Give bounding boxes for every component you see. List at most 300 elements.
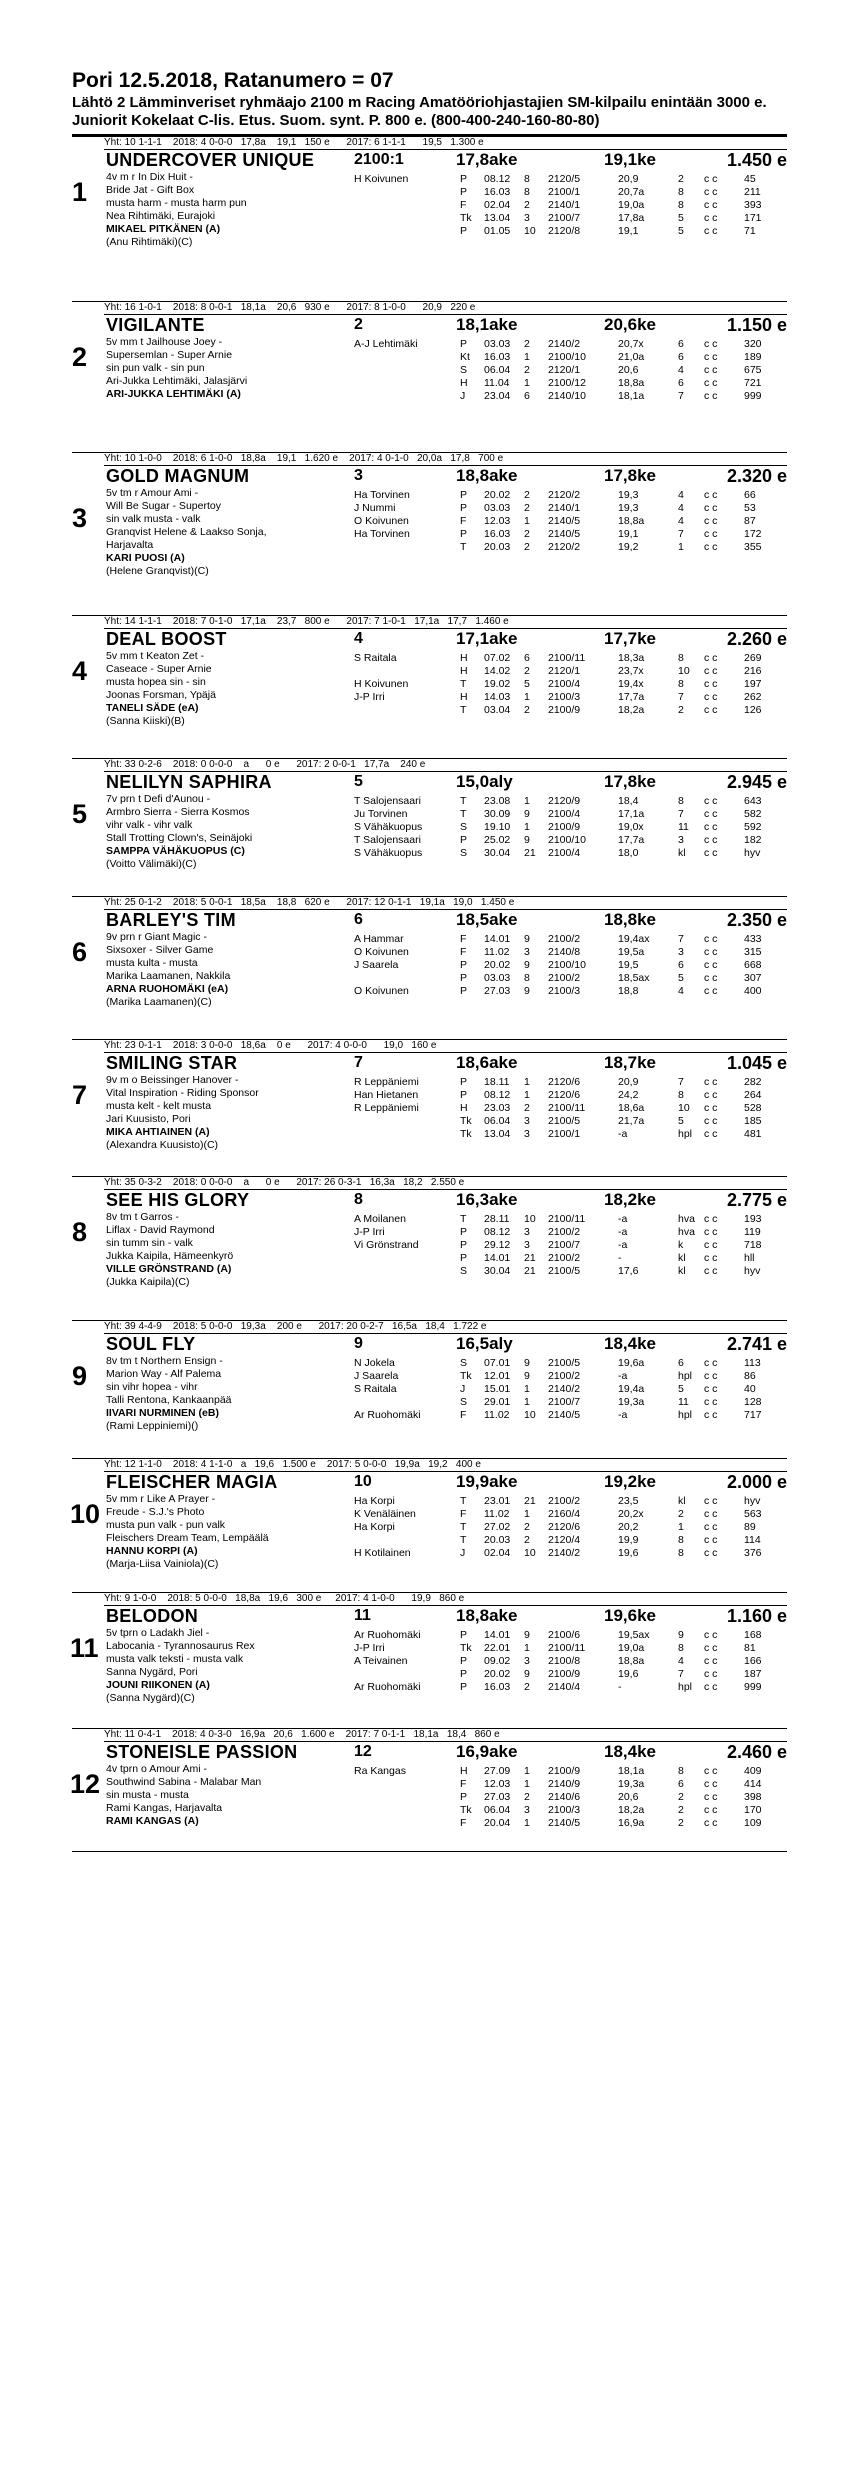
best-record-volt: 19,6ke bbox=[604, 1606, 656, 1625]
start-cell-pl: 5 bbox=[678, 212, 684, 224]
start-cell-tr: T bbox=[460, 1495, 467, 1507]
start-cell-od: c c bbox=[704, 1115, 718, 1127]
start-cell-ra: 1 bbox=[524, 1642, 530, 1654]
best-record-volt: 18,4ke bbox=[604, 1334, 656, 1353]
start-cell-dt: 20.04 bbox=[484, 1817, 511, 1829]
track-number: 7 bbox=[354, 1054, 363, 1071]
start-cell-di: 2100/2 bbox=[548, 933, 581, 945]
start-cell-sc: 197 bbox=[744, 678, 762, 690]
info-line: 5v tm r Amour Ami - bbox=[106, 487, 199, 499]
start-cell-di: 2120/2 bbox=[548, 489, 581, 501]
horse-name: FLEISCHER MAGIA bbox=[106, 1472, 278, 1492]
start-cell-od: c c bbox=[704, 946, 718, 958]
start-cell-di: 2100/5 bbox=[548, 1265, 581, 1277]
start-cell-ra: 2 bbox=[524, 364, 530, 376]
start-cell-dr: K Venäläinen bbox=[354, 1508, 416, 1520]
start-cell-tr: P bbox=[460, 528, 468, 540]
start-cell-ra: 9 bbox=[524, 959, 530, 971]
start-cell-dt: 07.02 bbox=[484, 652, 511, 664]
start-cell-dt: 03.03 bbox=[484, 338, 511, 350]
start-cell-ra: 1 bbox=[524, 1396, 530, 1408]
start-number: 5 bbox=[72, 799, 88, 829]
start-cell-ra: 1 bbox=[524, 1383, 530, 1395]
start-cell-sc: 592 bbox=[744, 821, 762, 833]
start-cell-pl: kl bbox=[678, 1252, 686, 1264]
start-cell-dr: J-P Irri bbox=[354, 1642, 385, 1654]
info-line: Bride Jat - Gift Box bbox=[106, 184, 195, 196]
start-cell-pl: 5 bbox=[678, 225, 684, 237]
start-cell-di: 2100/5 bbox=[548, 1115, 581, 1127]
start-cell-di: 2120/4 bbox=[548, 1534, 581, 1546]
horse-info bbox=[106, 793, 252, 871]
start-cell-tr: Kt bbox=[460, 351, 470, 363]
start-cell-dt: 06.04 bbox=[484, 1804, 511, 1816]
info-line: SAMPPA VÄHÄKUOPUS (C) bbox=[106, 845, 245, 857]
start-cell-sc: 264 bbox=[744, 1089, 762, 1101]
start-cell-tr: T bbox=[460, 808, 467, 820]
start-cell-ti: -a bbox=[618, 1409, 628, 1421]
start-cell-dt: 06.04 bbox=[484, 1115, 511, 1127]
start-cell-od: c c bbox=[704, 1383, 718, 1395]
start-cell-od: c c bbox=[704, 834, 718, 846]
start-cell-dt: 12.03 bbox=[484, 1778, 511, 1790]
start-cell-ti: 18,5ax bbox=[618, 972, 650, 984]
start-cell-pl: 5 bbox=[678, 1383, 684, 1395]
start-cell-tr: F bbox=[460, 199, 467, 211]
start-cell-ra: 1 bbox=[524, 1765, 530, 1777]
total-earnings: 1.160 e bbox=[726, 1606, 787, 1626]
start-cell-od: c c bbox=[704, 1076, 718, 1088]
info-line: sin vihr hopea - vihr bbox=[106, 1381, 198, 1393]
start-cell-di: 2100/4 bbox=[548, 847, 581, 859]
info-line: Talli Rentona, Kankaanpää bbox=[106, 1394, 232, 1406]
start-cell-dt: 01.05 bbox=[484, 225, 511, 237]
start-cell-dr: Ar Ruohomäki bbox=[354, 1629, 421, 1641]
start-cell-od: c c bbox=[704, 808, 718, 820]
start-cell-dt: 15.01 bbox=[484, 1383, 511, 1395]
start-cell-dt: 14.01 bbox=[484, 1252, 511, 1264]
start-cell-di: 2100/9 bbox=[548, 1668, 581, 1680]
info-line: 8v tm t Garros - bbox=[106, 1211, 179, 1223]
start-cell-od: c c bbox=[704, 1521, 718, 1533]
start-cell-sc: 269 bbox=[744, 652, 762, 664]
best-record-volt: 18,7ke bbox=[604, 1053, 656, 1072]
start-cell-tr: S bbox=[460, 1265, 468, 1277]
start-cell-tr: P bbox=[460, 1239, 468, 1251]
start-cell-tr: J bbox=[460, 1383, 466, 1395]
start-cell-od: c c bbox=[704, 338, 718, 350]
start-cell-ra: 1 bbox=[524, 1089, 530, 1101]
start-cell-pl: hva bbox=[678, 1213, 695, 1225]
start-number: 10 bbox=[70, 1499, 101, 1529]
start-cell-sc: 216 bbox=[744, 665, 762, 677]
start-cell-pl: 1 bbox=[678, 1521, 684, 1533]
total-earnings: 1.045 e bbox=[726, 1053, 787, 1073]
start-cell-dt: 03.03 bbox=[484, 972, 511, 984]
start-cell-di: 2120/5 bbox=[548, 173, 581, 185]
info-line: 5v mm t Jailhouse Joey - bbox=[106, 336, 223, 348]
start-cell-ra: 9 bbox=[524, 1629, 530, 1641]
start-cell-pl: 8 bbox=[678, 678, 684, 690]
start-cell-od: c c bbox=[704, 186, 718, 198]
start-cell-pl: 6 bbox=[678, 338, 684, 350]
horse-info bbox=[106, 336, 247, 401]
horse-info bbox=[106, 1211, 233, 1289]
race-description: Lähtö 2 Lämminveriset ryhmäajo 2100 m Racing Amatööriohjastajien SM-kilpailu enintään 3000 e. Juniorit Kokelaat C-lis. Etus. Suom. synt. P. 800 e. (800-400-240-160-80-80) bbox=[72, 94, 767, 129]
start-cell-od: c c bbox=[704, 985, 718, 997]
start-cell-di: 2100/7 bbox=[548, 1396, 581, 1408]
start-cell-ti: 19,2 bbox=[618, 541, 639, 553]
horse-info bbox=[106, 1627, 255, 1705]
start-cell-tr: H bbox=[460, 1102, 468, 1114]
start-cell-tr: F bbox=[460, 933, 467, 945]
start-cell-ti: 18,2a bbox=[618, 704, 645, 716]
start-cell-od: c c bbox=[704, 1817, 718, 1829]
start-cell-od: c c bbox=[704, 364, 718, 376]
start-cell-sc: 999 bbox=[744, 1681, 762, 1693]
info-line: HANNU KORPI (A) bbox=[106, 1545, 198, 1557]
start-cell-od: c c bbox=[704, 1252, 718, 1264]
start-cell-sc: 172 bbox=[744, 528, 762, 540]
start-cell-ti: 19,5ax bbox=[618, 1629, 650, 1641]
start-cell-di: 2140/5 bbox=[548, 515, 581, 527]
start-cell-ti: 23,5 bbox=[618, 1495, 639, 1507]
start-cell-di: 2100/10 bbox=[548, 834, 586, 846]
start-cell-dt: 11.02 bbox=[484, 1508, 510, 1520]
info-line: Joonas Forsman, Ypäjä bbox=[106, 689, 216, 701]
start-cell-di: 2100/9 bbox=[548, 821, 581, 833]
start-cell-ra: 2 bbox=[524, 502, 530, 514]
start-cell-tr: S bbox=[460, 1357, 468, 1369]
start-number: 4 bbox=[72, 656, 88, 686]
horse-info bbox=[106, 171, 247, 249]
start-cell-ra: 1 bbox=[524, 795, 530, 807]
start-cell-di: 2100/9 bbox=[548, 1765, 581, 1777]
start-cell-pl: 8 bbox=[678, 1547, 684, 1559]
start-cell-sc: 53 bbox=[744, 502, 756, 514]
start-cell-dr: A-J Lehtimäki bbox=[354, 338, 418, 350]
start-cell-dt: 20.03 bbox=[484, 1534, 511, 1546]
start-cell-od: c c bbox=[704, 959, 718, 971]
start-cell-tr: H bbox=[460, 377, 468, 389]
start-cell-ti: 17,7a bbox=[618, 691, 645, 703]
start-cell-ti: 19,4ax bbox=[618, 933, 650, 945]
start-cell-ra: 9 bbox=[524, 985, 530, 997]
start-cell-di: 2140/5 bbox=[548, 1409, 581, 1421]
start-cell-dt: 16.03 bbox=[484, 1681, 511, 1693]
start-cell-ti: 20,2x bbox=[618, 1508, 644, 1520]
start-cell-pl: kl bbox=[678, 1265, 686, 1277]
start-cell-sc: 114 bbox=[744, 1534, 761, 1546]
start-cell-tr: P bbox=[460, 1655, 468, 1667]
start-cell-ti: 18,1a bbox=[618, 1765, 645, 1777]
start-cell-dt: 23.04 bbox=[484, 390, 511, 402]
start-cell-pl: 4 bbox=[678, 515, 684, 527]
start-cell-ti: - bbox=[618, 1252, 622, 1264]
start-cell-dt: 11.02 bbox=[484, 1409, 510, 1421]
start-cell-ti: 19,6 bbox=[618, 1547, 639, 1559]
start-cell-od: c c bbox=[704, 1370, 718, 1382]
start-cell-tr: Tk bbox=[460, 1115, 472, 1127]
info-line: (Jukka Kaipila)(C) bbox=[106, 1276, 190, 1288]
start-cell-pl: 1 bbox=[678, 541, 684, 553]
info-line: sin musta - musta bbox=[106, 1789, 189, 1801]
start-cell-sc: 721 bbox=[744, 377, 762, 389]
start-cell-di: 2140/8 bbox=[548, 946, 581, 958]
start-cell-tr: H bbox=[460, 652, 468, 664]
start-cell-dt: 29.12 bbox=[484, 1239, 511, 1251]
start-cell-od: c c bbox=[704, 691, 718, 703]
best-record-auto: 17,8ake bbox=[456, 150, 518, 169]
start-cell-dt: 27.02 bbox=[484, 1521, 511, 1533]
best-record-volt: 17,8ke bbox=[604, 466, 656, 485]
start-cell-di: 2100/11 bbox=[548, 1102, 586, 1114]
start-cell-sc: hyv bbox=[744, 847, 761, 859]
start-number: 1 bbox=[72, 177, 88, 207]
start-cell-tr: P bbox=[460, 1252, 468, 1264]
start-cell-di: 2100/6 bbox=[548, 1629, 581, 1641]
start-cell-ti: 17,1a bbox=[618, 808, 645, 820]
total-earnings: 2.460 e bbox=[726, 1742, 787, 1762]
start-cell-di: 2120/8 bbox=[548, 225, 581, 237]
start-cell-pl: kl bbox=[678, 847, 686, 859]
horse-entry bbox=[72, 453, 787, 616]
start-cell-tr: T bbox=[460, 1213, 467, 1225]
start-cell-dt: 25.02 bbox=[484, 834, 511, 846]
start-cell-dr: J-P Irri bbox=[354, 691, 385, 703]
best-record-volt: 18,4ke bbox=[604, 1742, 656, 1761]
start-cell-od: c c bbox=[704, 1642, 718, 1654]
track-number: 2 bbox=[354, 316, 363, 333]
total-earnings: 2.945 e bbox=[726, 772, 787, 792]
career-stats: Yht: 35 0-3-2 2018: 0 0-0-0 a 0 e 2017: 26 0-3-1 16,3a 18,2 2.550 e bbox=[104, 1177, 787, 1190]
start-cell-dt: 20.03 bbox=[484, 541, 511, 553]
start-cell-pl: 3 bbox=[678, 946, 684, 958]
start-cell-di: 2140/5 bbox=[548, 528, 581, 540]
start-cell-dt: 06.04 bbox=[484, 364, 511, 376]
info-line: (Marja-Liisa Vainiola)(C) bbox=[106, 1558, 219, 1570]
start-cell-ra: 3 bbox=[524, 212, 530, 224]
start-cell-di: 2100/12 bbox=[548, 377, 586, 389]
start-cell-od: c c bbox=[704, 1495, 718, 1507]
info-line: Jukka Kaipila, Hämeenkyrö bbox=[106, 1250, 234, 1262]
start-cell-ti: 18,3a bbox=[618, 652, 645, 664]
start-cell-pl: 8 bbox=[678, 186, 684, 198]
start-cell-tr: J bbox=[460, 1547, 466, 1559]
start-cell-ti: 19,3a bbox=[618, 1778, 645, 1790]
start-cell-ti: 20,2 bbox=[618, 1521, 639, 1533]
horse-info bbox=[106, 1355, 232, 1433]
start-cell-dt: 14.01 bbox=[484, 1629, 511, 1641]
start-cell-tr: T bbox=[460, 704, 467, 716]
horse-info bbox=[106, 931, 230, 1009]
start-cell-pl: 8 bbox=[678, 1642, 684, 1654]
start-cell-tr: Tk bbox=[460, 1804, 472, 1816]
track-number: 4 bbox=[354, 630, 363, 647]
start-cell-pl: 6 bbox=[678, 1778, 684, 1790]
info-line: vihr valk - vihr valk bbox=[106, 819, 193, 831]
start-cell-sc: 87 bbox=[744, 515, 756, 527]
start-cell-tr: T bbox=[460, 541, 467, 553]
start-cell-ra: 9 bbox=[524, 834, 530, 846]
start-cell-di: 2120/6 bbox=[548, 1521, 581, 1533]
start-cell-tr: T bbox=[460, 1534, 467, 1546]
start-cell-dt: 19.10 bbox=[484, 821, 511, 833]
info-line: Liflax - David Raymond bbox=[106, 1224, 215, 1236]
start-cell-dt: 14.03 bbox=[484, 691, 511, 703]
start-cell-tr: F bbox=[460, 1409, 467, 1421]
start-cell-sc: 414 bbox=[744, 1778, 762, 1790]
start-cell-tr: T bbox=[460, 678, 467, 690]
start-cell-di: 2140/5 bbox=[548, 1817, 581, 1829]
start-cell-dr: O Koivunen bbox=[354, 985, 409, 997]
best-record-auto: 18,5ake bbox=[456, 910, 518, 929]
start-number: 12 bbox=[70, 1769, 101, 1799]
start-cell-dt: 02.04 bbox=[484, 1547, 511, 1559]
start-cell-od: c c bbox=[704, 665, 718, 677]
start-cell-od: c c bbox=[704, 515, 718, 527]
start-cell-di: 2100/1 bbox=[548, 1128, 581, 1140]
start-cell-ti: -a bbox=[618, 1213, 628, 1225]
start-cell-ra: 1 bbox=[524, 1076, 530, 1088]
start-cell-dr: S Vähäkuopus bbox=[354, 847, 423, 859]
total-earnings: 2.775 e bbox=[726, 1190, 787, 1210]
best-record-volt: 17,7ke bbox=[604, 629, 656, 648]
start-cell-od: c c bbox=[704, 199, 718, 211]
start-cell-dr: O Koivunen bbox=[354, 515, 409, 527]
career-stats: Yht: 16 1-0-1 2018: 8 0-0-1 18,1a 20,6 930 e 2017: 8 1-0-0 20,9 220 e bbox=[104, 302, 787, 315]
start-cell-ra: 6 bbox=[524, 652, 530, 664]
start-cell-dr: Ha Korpi bbox=[354, 1521, 395, 1533]
info-line: Fleischers Dream Team, Lempäälä bbox=[106, 1532, 269, 1544]
start-cell-sc: 109 bbox=[744, 1817, 762, 1829]
start-cell-sc: 675 bbox=[744, 364, 762, 376]
start-cell-pl: 5 bbox=[678, 1115, 684, 1127]
start-cell-di: 2120/2 bbox=[548, 541, 581, 553]
start-cell-pl: 10 bbox=[678, 1102, 690, 1114]
start-cell-di: 2140/2 bbox=[548, 1547, 581, 1559]
start-cell-ra: 9 bbox=[524, 933, 530, 945]
start-cell-tr: F bbox=[460, 515, 467, 527]
total-earnings: 2.350 e bbox=[726, 910, 787, 930]
start-cell-di: 2120/6 bbox=[548, 1089, 581, 1101]
start-cell-tr: P bbox=[460, 225, 468, 237]
start-cell-sc: 528 bbox=[744, 1102, 762, 1114]
career-stats: Yht: 12 1-1-0 2018: 4 1-1-0 a 19,6 1.500 e 2017: 5 0-0-0 19,9a 19,2 400 e bbox=[104, 1459, 787, 1472]
start-cell-di: 2100/11 bbox=[548, 1642, 586, 1654]
start-cell-di: 2140/1 bbox=[548, 199, 581, 211]
start-cell-ra: 9 bbox=[524, 1370, 530, 1382]
race-title: Pori 12.5.2018, Ratanumero = 07 bbox=[72, 69, 394, 92]
start-number: 9 bbox=[72, 1361, 88, 1391]
info-line: Will Be Sugar - Supertoy bbox=[106, 500, 221, 512]
start-cell-pl: 7 bbox=[678, 390, 684, 402]
best-record-auto: 16,5aly bbox=[456, 1334, 513, 1353]
start-cell-pl: 4 bbox=[678, 985, 684, 997]
start-cell-od: c c bbox=[704, 1396, 718, 1408]
start-cell-ra: 10 bbox=[524, 1547, 536, 1559]
start-cell-sc: 282 bbox=[744, 1076, 762, 1088]
start-cell-dt: 14.02 bbox=[484, 665, 511, 677]
best-record-volt: 17,8ke bbox=[604, 772, 656, 791]
start-cell-sc: hll bbox=[744, 1252, 755, 1264]
track-number: 3 bbox=[354, 467, 363, 484]
start-cell-sc: 393 bbox=[744, 199, 762, 211]
info-line: 5v mm t Keaton Zet - bbox=[106, 650, 205, 662]
info-line: Sixsoxer - Silver Game bbox=[106, 944, 214, 956]
start-cell-ti: 21,0a bbox=[618, 351, 645, 363]
start-cell-sc: 89 bbox=[744, 1521, 756, 1533]
info-line: (Helene Granqvist)(C) bbox=[106, 565, 209, 577]
start-cell-sc: 563 bbox=[744, 1508, 762, 1520]
start-cell-ti: 24,2 bbox=[618, 1089, 639, 1101]
start-cell-tr: F bbox=[460, 1778, 467, 1790]
start-cell-ti: 17,8a bbox=[618, 212, 645, 224]
start-cell-od: c c bbox=[704, 1508, 718, 1520]
best-record-auto: 18,6ake bbox=[456, 1053, 518, 1072]
info-line: Sanna Nygärd, Pori bbox=[106, 1666, 198, 1678]
start-cell-ra: 1 bbox=[524, 821, 530, 833]
start-cell-ra: 3 bbox=[524, 1239, 530, 1251]
start-cell-dt: 28.11 bbox=[484, 1213, 510, 1225]
start-cell-pl: 6 bbox=[678, 377, 684, 389]
start-cell-di: 2140/4 bbox=[548, 1681, 581, 1693]
track-number: 10 bbox=[354, 1473, 372, 1490]
start-cell-od: c c bbox=[704, 1265, 718, 1277]
start-cell-sc: 718 bbox=[744, 1239, 762, 1251]
info-line: 7v prn t Defi d'Aunou - bbox=[106, 793, 211, 805]
start-cell-pl: 3 bbox=[678, 834, 684, 846]
best-record-volt: 18,8ke bbox=[604, 910, 656, 929]
info-line: 9v m o Beissinger Hanover - bbox=[106, 1074, 239, 1086]
start-number: 7 bbox=[72, 1080, 88, 1110]
horse-info bbox=[106, 1074, 259, 1152]
start-cell-di: 2100/2 bbox=[548, 1495, 581, 1507]
start-cell-sc: 119 bbox=[744, 1226, 761, 1238]
start-cell-ra: 1 bbox=[524, 1817, 530, 1829]
start-cell-dt: 08.12 bbox=[484, 1089, 511, 1101]
start-cell-sc: 40 bbox=[744, 1383, 756, 1395]
start-cell-dr: S Raitala bbox=[354, 652, 397, 664]
info-line: Marion Way - Alf Palema bbox=[106, 1368, 222, 1380]
start-cell-ti: 18,8a bbox=[618, 515, 645, 527]
start-cell-dr: R Leppäniemi bbox=[354, 1076, 419, 1088]
info-line: Rami Kangas, Harjavalta bbox=[106, 1802, 223, 1814]
start-cell-tr: S bbox=[460, 847, 468, 859]
start-cell-pl: 8 bbox=[678, 1534, 684, 1546]
start-cell-sc: 668 bbox=[744, 959, 762, 971]
start-cell-tr: F bbox=[460, 946, 467, 958]
start-cell-di: 2100/3 bbox=[548, 691, 581, 703]
horse-name: SEE HIS GLORY bbox=[106, 1190, 250, 1210]
horse-name: SMILING STAR bbox=[106, 1053, 238, 1073]
start-cell-od: c c bbox=[704, 1226, 718, 1238]
start-cell-tr: F bbox=[460, 1508, 467, 1520]
info-line: Marika Laamanen, Nakkila bbox=[106, 970, 231, 982]
start-cell-pl: 4 bbox=[678, 1655, 684, 1667]
horse-name: DEAL BOOST bbox=[106, 629, 227, 649]
start-cell-ti: 20,7x bbox=[618, 338, 644, 350]
start-cell-tr: H bbox=[460, 1765, 468, 1777]
start-cell-sc: 193 bbox=[744, 1213, 762, 1225]
start-cell-sc: 168 bbox=[744, 1629, 762, 1641]
info-line: 4v tprn o Amour Ami - bbox=[106, 1763, 207, 1775]
start-cell-di: 2140/1 bbox=[548, 502, 581, 514]
start-cell-ti: 16,9a bbox=[618, 1817, 645, 1829]
start-cell-pl: 6 bbox=[678, 1357, 684, 1369]
info-line: 8v tm t Northern Ensign - bbox=[106, 1355, 223, 1367]
start-cell-ra: 5 bbox=[524, 678, 530, 690]
